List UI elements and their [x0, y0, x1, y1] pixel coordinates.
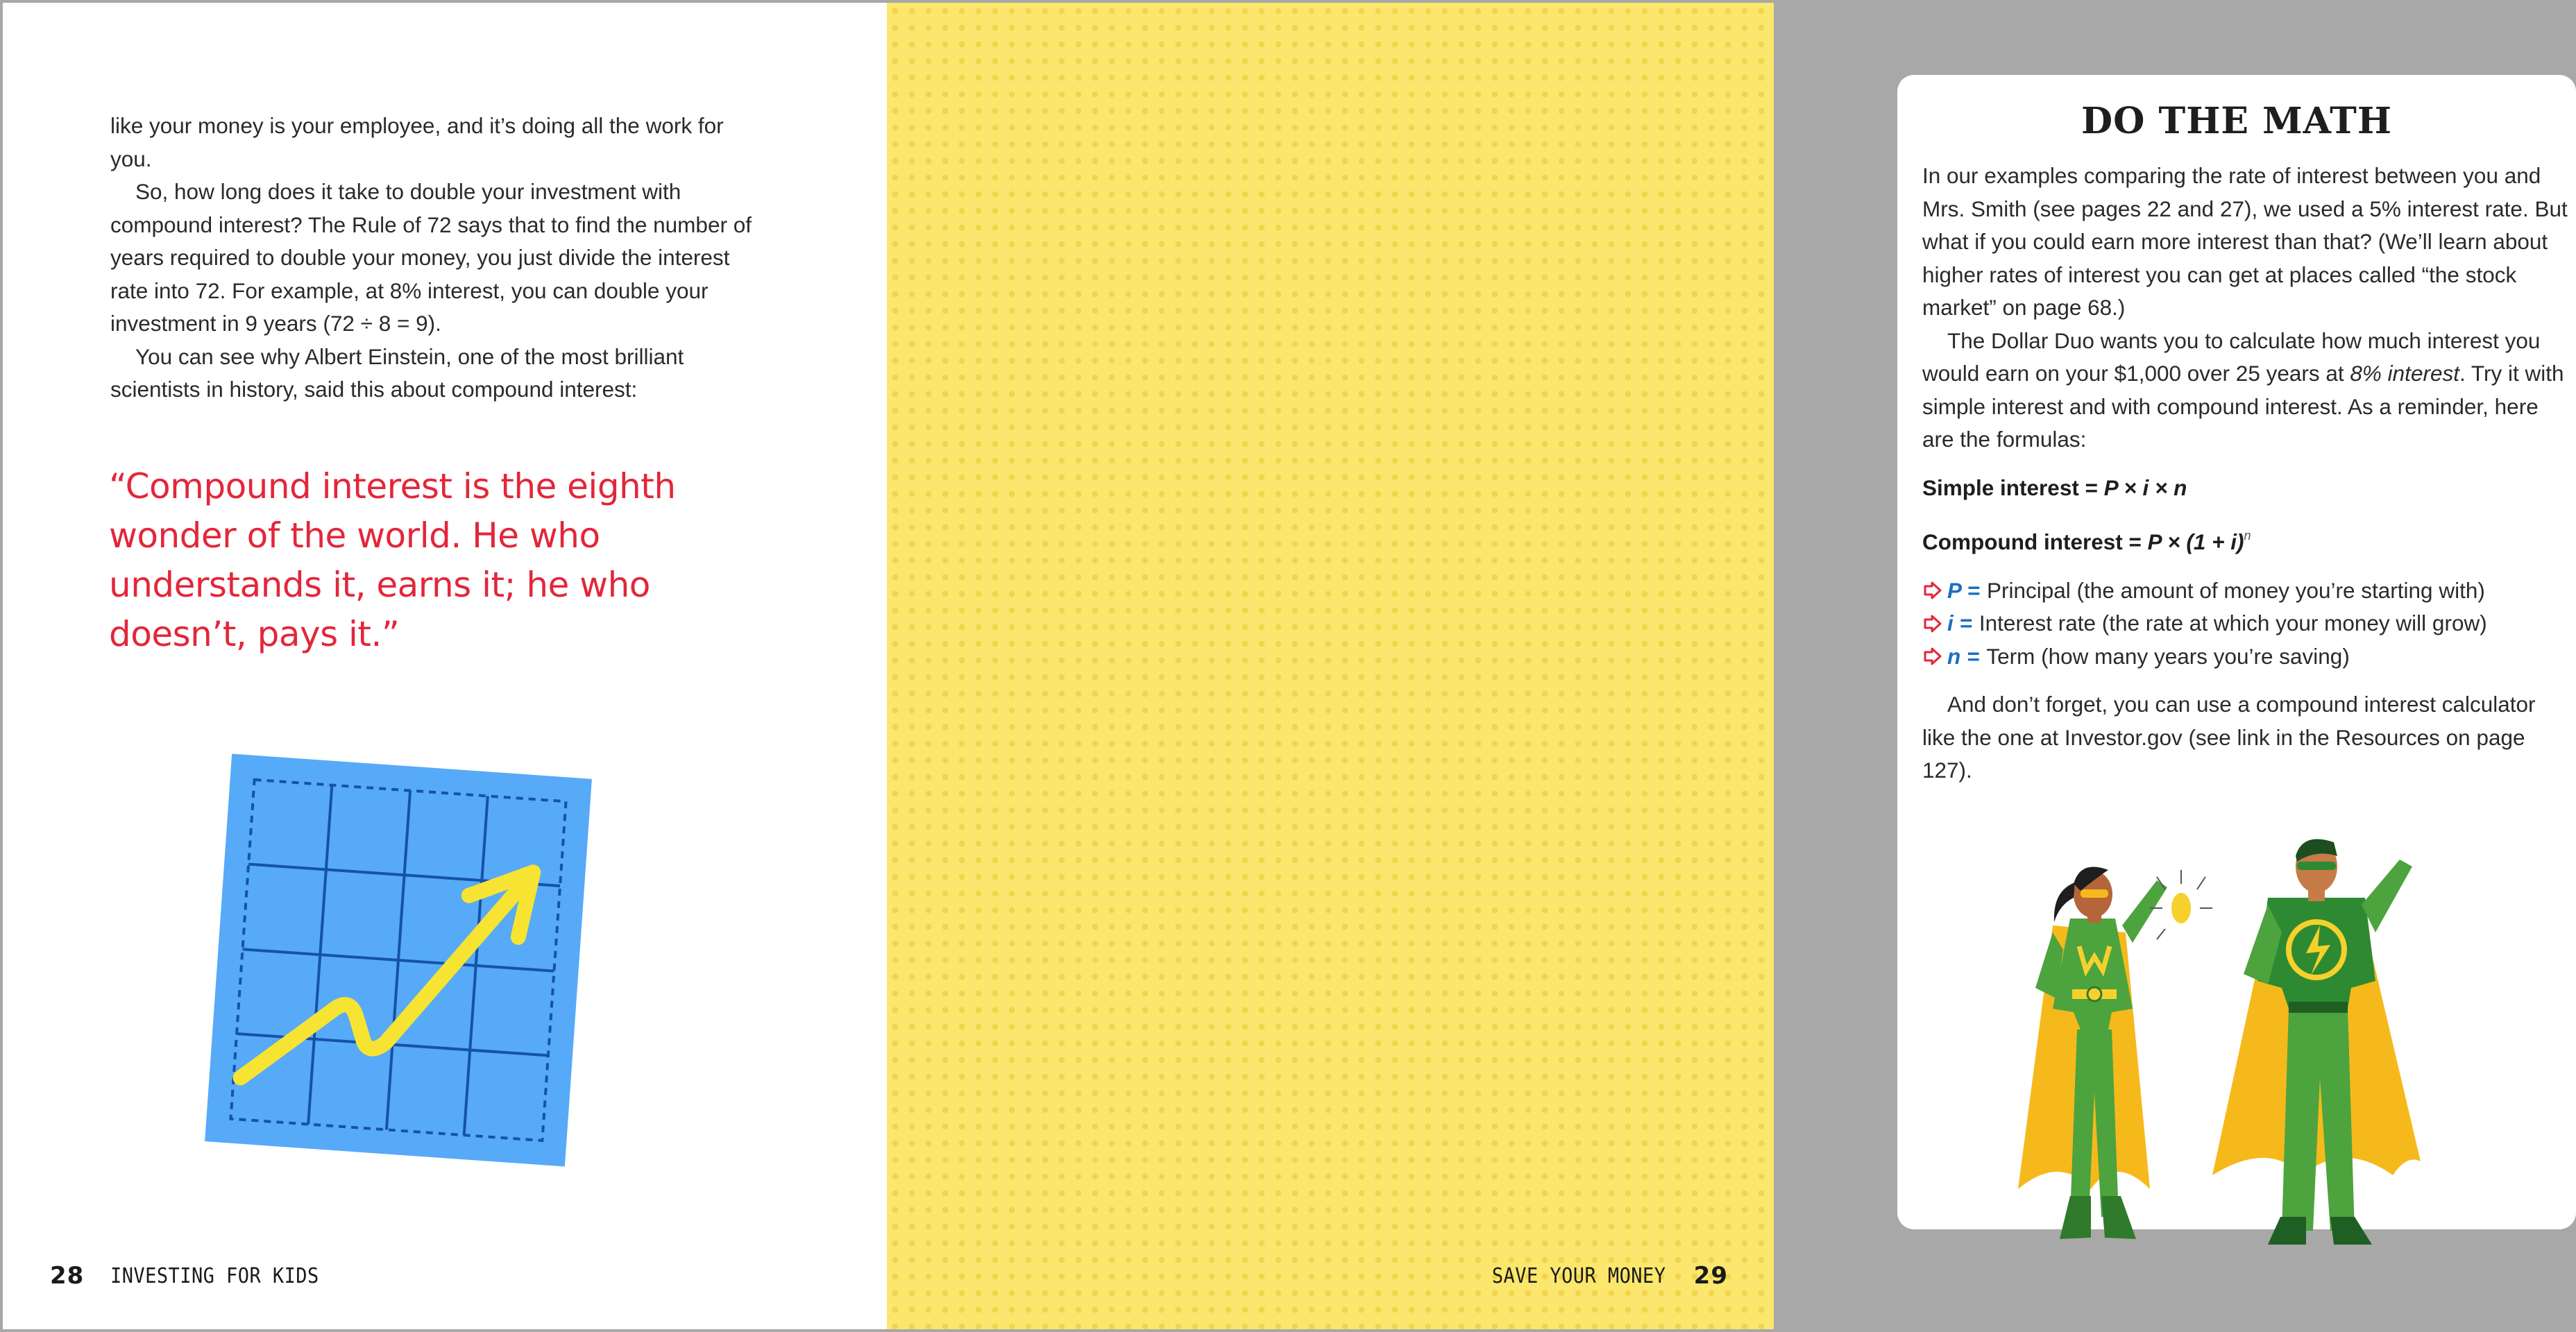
simple-interest-formula — [1922, 472, 2568, 505]
bullet-arrow-icon — [1922, 646, 1943, 667]
formula-expression: P × i × n — [2103, 475, 2187, 500]
running-head-left: INVESTING FOR KIDS — [110, 1263, 320, 1288]
variable-key: P = — [1947, 577, 1980, 603]
paragraph — [1922, 325, 2568, 456]
formula-label: Simple interest = — [1922, 475, 2104, 500]
formula-exponent: n — [2244, 529, 2251, 543]
paragraph: So, how long does it take to double your investment with compound interest? The Rule of 72 says that to find the number of years required to double your money, you just divide the interest rate into 72. For example, at 8% interest, you can double your investment in 9 years (72 ÷ 8 = 9). — [110, 179, 752, 336]
growth-chart-illustration — [190, 738, 607, 1182]
variable-desc: Term (how many years you’re saving) — [1986, 643, 2350, 669]
compound-interest-formula — [1922, 520, 2568, 559]
running-head-right: SAVE YOUR MONEY — [1492, 1263, 1666, 1288]
formula-label: Compound interest = — [1922, 529, 2148, 554]
paragraph: like your money is your employee, and it’s doing all the work for you. — [110, 113, 724, 171]
list-item — [1922, 607, 2568, 640]
bullet-arrow-icon — [1922, 613, 1943, 634]
text-run: The Dollar Duo wants you to calculate how much interest you would earn on your $1,000 over 25 years at — [1922, 327, 2541, 386]
left-body-text — [110, 110, 770, 407]
right-footer — [1473, 1262, 1728, 1290]
paragraph: In our examples comparing the rate of interest between you and Mrs. Smith (see pages 22 and 27), we used a 5% interest rate. But what if you could earn more interest than that? (We’ll learn about higher rates of interest you can get at places called “the stock market” on page 68.) — [1922, 163, 2568, 320]
paragraph: And don’t forget, you can use a compound interest calculator like the one at Investor.gov (see link in the Resources on page 127). — [1922, 692, 2536, 783]
panel-body — [1922, 160, 2568, 787]
variable-key: n = — [1947, 643, 1980, 669]
superhero-duo-illustration — [1976, 828, 2504, 1252]
einstein-quote: “Compound interest is the eighth wonder of the world. He who understands it, earns it; he who doesn’t, pays it.” — [109, 466, 676, 654]
left-page — [3, 3, 887, 1329]
page-number-left: 28 — [50, 1262, 85, 1290]
variable-desc: Interest rate (the rate at which your money will grow) — [1978, 610, 2487, 635]
page-number-right: 29 — [1693, 1262, 1728, 1290]
bullet-arrow-icon — [1922, 580, 1943, 601]
variable-key: i = — [1947, 610, 1972, 635]
list-item — [1922, 640, 2568, 674]
panel-title: DO THE MATH — [2081, 100, 2392, 142]
text-run: . Try it with simple interest and with compound interest. As a reminder, here are the formulas: — [1922, 361, 2564, 452]
variable-list — [1922, 574, 2568, 674]
paragraph: You can see why Albert Einstein, one of the most brilliant scientists in history, said this about compound interest: — [110, 343, 684, 402]
variable-desc: Principal (the amount of money you’re starting with) — [1987, 577, 2485, 603]
emphasis-text: 8% interest — [2350, 361, 2459, 386]
formula-expression: P × (1 + i) — [2147, 529, 2244, 554]
left-footer — [50, 1262, 342, 1290]
list-item — [1922, 574, 2568, 608]
